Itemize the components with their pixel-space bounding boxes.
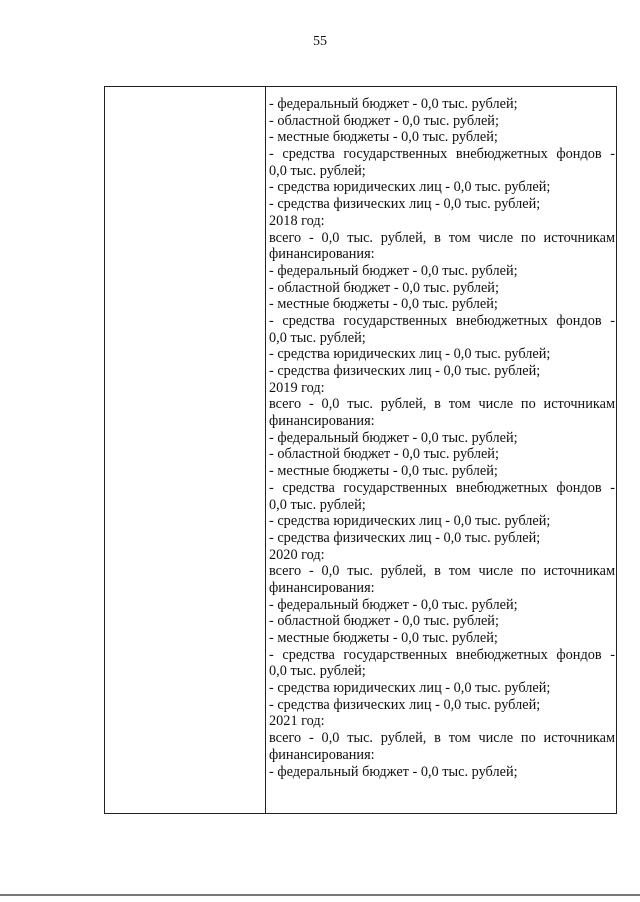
financing-text-line: 0,0 тыс. рублей; bbox=[269, 496, 366, 513]
financing-text-line: - средства государственных внебюджетных фондов - bbox=[269, 646, 615, 663]
financing-text-line: - областной бюджет - 0,0 тыс. рублей; bbox=[269, 613, 499, 630]
financing-text-line: - федеральный бюджет - 0,0 тыс. рублей; bbox=[269, 429, 518, 446]
financing-text-line: 2019 год: bbox=[269, 379, 325, 396]
financing-text-line: - федеральный бюджет - 0,0 тыс. рублей; bbox=[269, 763, 518, 780]
financing-text-line: 2021 год: bbox=[269, 713, 325, 730]
financing-text-line: - местные бюджеты - 0,0 тыс. рублей; bbox=[269, 129, 498, 146]
financing-text-line: 0,0 тыс. рублей; bbox=[269, 162, 366, 179]
financing-text-line: 2020 год: bbox=[269, 546, 325, 563]
financing-text-line: - местные бюджеты - 0,0 тыс. рублей; bbox=[269, 296, 498, 313]
page-bottom-edge bbox=[0, 894, 640, 896]
financing-text-line: - средства физических лиц - 0,0 тыс. рублей; bbox=[269, 529, 541, 546]
financing-table bbox=[104, 86, 617, 814]
financing-text-line: всего - 0,0 тыс. рублей, в том числе по источникам bbox=[269, 563, 615, 580]
financing-text-line: - федеральный бюджет - 0,0 тыс. рублей; bbox=[269, 262, 518, 279]
financing-text-line: - областной бюджет - 0,0 тыс. рублей; bbox=[269, 279, 499, 296]
financing-text-line: 2018 год: bbox=[269, 212, 325, 229]
financing-text-line: финансирования: bbox=[269, 579, 375, 596]
financing-text-line: - средства физических лиц - 0,0 тыс. рублей; bbox=[269, 696, 541, 713]
financing-text-line: финансирования: bbox=[269, 413, 375, 430]
financing-text-line: - средства государственных внебюджетных фондов - bbox=[269, 146, 615, 163]
financing-text-line: - местные бюджеты - 0,0 тыс. рублей; bbox=[269, 463, 498, 480]
financing-text-line: - средства государственных внебюджетных фондов - bbox=[269, 479, 615, 496]
financing-text-line: всего - 0,0 тыс. рублей, в том числе по источникам bbox=[269, 730, 615, 747]
financing-text-line: - федеральный бюджет - 0,0 тыс. рублей; bbox=[269, 96, 518, 112]
financing-text-line: финансирования: bbox=[269, 246, 375, 263]
table-right-cell bbox=[269, 96, 615, 780]
financing-text-line: - областной бюджет - 0,0 тыс. рублей; bbox=[269, 446, 499, 463]
financing-text-line: финансирования: bbox=[269, 746, 375, 763]
financing-text-line: 0,0 тыс. рублей; bbox=[269, 663, 366, 680]
column-divider bbox=[265, 87, 266, 813]
financing-text-line: - средства юридических лиц - 0,0 тыс. рублей; bbox=[269, 513, 551, 530]
page-number: 55 bbox=[313, 34, 327, 49]
financing-text-line: - средства физических лиц - 0,0 тыс. рублей; bbox=[269, 363, 541, 379]
financing-text-line: - средства физических лиц - 0,0 тыс. рублей; bbox=[269, 196, 541, 213]
financing-text-line: всего - 0,0 тыс. рублей, в том числе по источникам bbox=[269, 396, 615, 413]
financing-text-line: - средства юридических лиц - 0,0 тыс. рублей; bbox=[269, 680, 551, 697]
financing-text-line: - средства юридических лиц - 0,0 тыс. рублей; bbox=[269, 346, 551, 363]
financing-text-line: 0,0 тыс. рублей; bbox=[269, 329, 366, 346]
financing-text-line: всего - 0,0 тыс. рублей, в том числе по источникам bbox=[269, 229, 615, 246]
financing-text-line: - средства государственных внебюджетных фондов - bbox=[269, 312, 615, 329]
financing-text-line: - местные бюджеты - 0,0 тыс. рублей; bbox=[269, 630, 498, 646]
financing-text-line: - областной бюджет - 0,0 тыс. рублей; bbox=[269, 112, 499, 129]
financing-text-line: - средства юридических лиц - 0,0 тыс. рублей; bbox=[269, 179, 551, 196]
financing-text-line: - федеральный бюджет - 0,0 тыс. рублей; bbox=[269, 596, 518, 613]
